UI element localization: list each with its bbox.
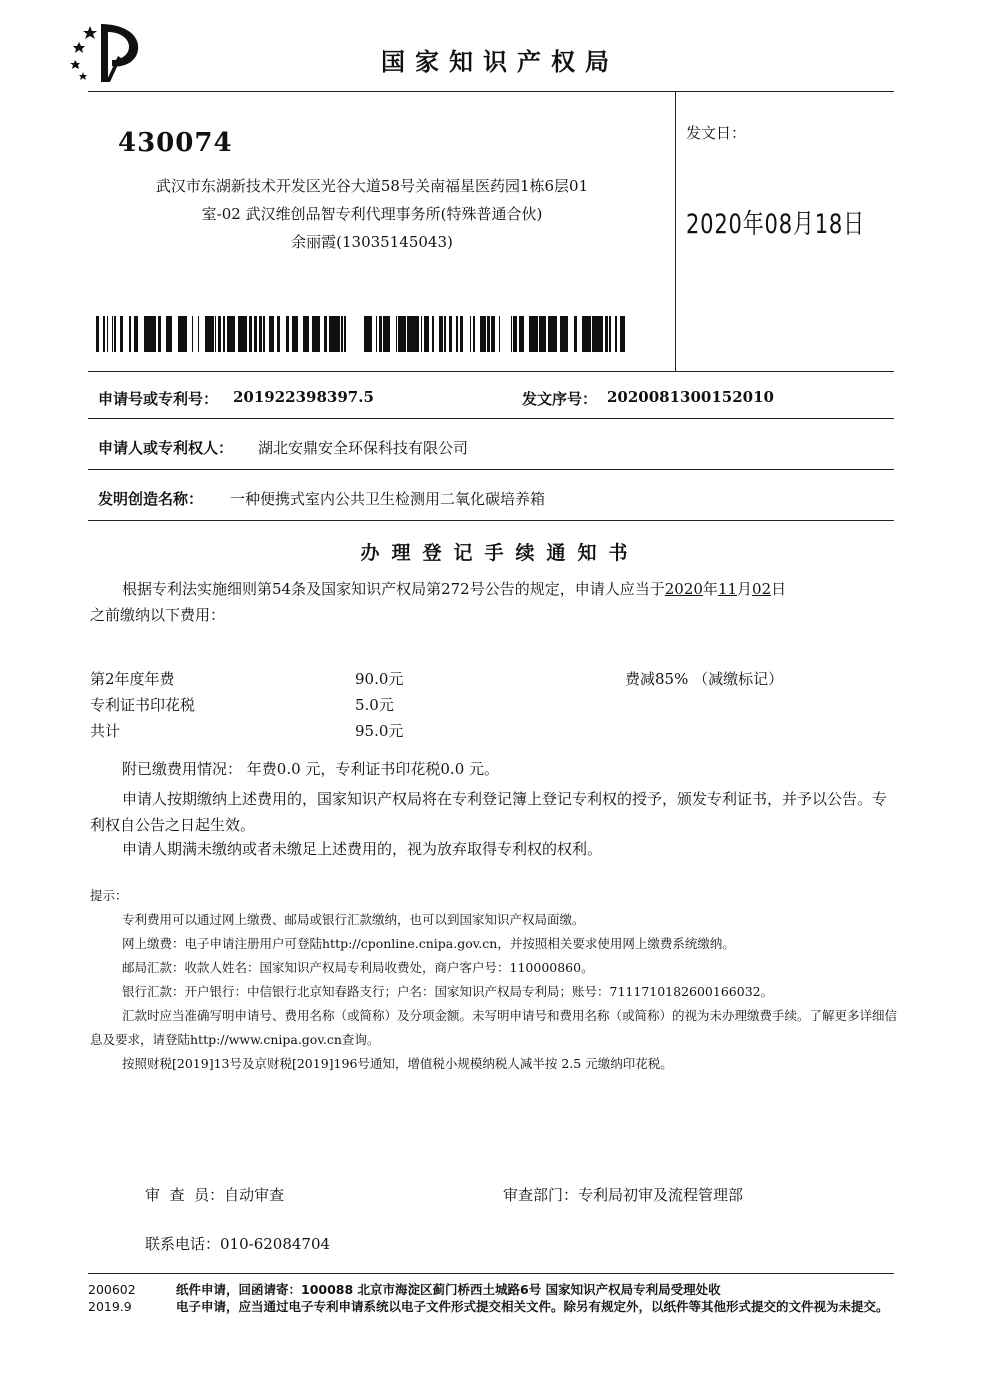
tips-section bbox=[90, 884, 900, 1076]
cnipa-logo bbox=[68, 20, 148, 86]
tip-item: 专利费用可以通过网上缴费、邮局或银行汇款缴纳，也可以到国家知识产权局面缴。 bbox=[122, 912, 585, 927]
intro-line bbox=[90, 576, 900, 602]
paid-fees: 附已缴费用情况： 年费0.0 元，专利证书印花税0.0 元。 bbox=[122, 760, 500, 778]
deadline-month: 11 bbox=[717, 580, 738, 598]
address-rule bbox=[88, 371, 894, 372]
header-rule bbox=[88, 91, 894, 92]
form-version: 2019.9 bbox=[88, 1299, 132, 1314]
invention-rule bbox=[88, 520, 894, 521]
fee-name: 专利证书印花税 bbox=[90, 696, 196, 714]
department-label: 审查部门： bbox=[503, 1186, 579, 1204]
issue-date-label: 发文日： bbox=[686, 124, 747, 142]
footer-rule bbox=[88, 1273, 894, 1274]
serial-number-label: 发文序号： bbox=[522, 390, 598, 408]
fee-amount: 5.0元 bbox=[355, 696, 394, 714]
fee-name: 第2年度年费 bbox=[90, 670, 175, 688]
tips-heading: 提示： bbox=[90, 888, 128, 903]
form-code: 200602 bbox=[88, 1282, 136, 1297]
fee-total-label: 共计 bbox=[90, 722, 121, 740]
address-line-2: 室-02 武汉维创品智专利代理事务所(特殊普通合伙) bbox=[201, 205, 543, 223]
invention-label: 发明创造名称： bbox=[98, 490, 204, 508]
tip-item: 汇款时应当准确写明申请号、费用名称（或简称）及分项金额。未写明申请号和费用名称（或简称）的视为未办理缴费手续。了解更多详细信息及要求，请登陆http://www.cnipa.gov.cn查询。 bbox=[90, 1008, 898, 1047]
postcode: 430074 bbox=[118, 128, 233, 158]
application-number: 201922398397.5 bbox=[233, 388, 374, 406]
deadline-year: 2020 bbox=[664, 580, 703, 598]
electronic-filing-note: 电子申请，应当通过电子专利申请系统以电子文件形式提交相关文件。除另有规定外，以纸件等其他形式提交的文件视为未提交。 bbox=[176, 1299, 889, 1314]
date-divider bbox=[675, 91, 676, 371]
tip-item: 按照财税[2019]13号及京财税[2019]196号通知，增值税小规模纳税人减半按 2.5 元缴纳印花税。 bbox=[122, 1056, 673, 1071]
serial-number: 2020081300152010 bbox=[607, 388, 774, 406]
day-unit: 日 bbox=[771, 580, 787, 598]
tip-item: 网上缴费：电子申请注册用户可登陆http://cponline.cnipa.gov.cn，并按照相关要求使用网上缴费系统缴纳。 bbox=[122, 936, 735, 951]
barcode-right bbox=[360, 316, 628, 352]
notice-paragraph-1: 申请人按期缴纳上述费用的，国家知识产权局将在专利登记簿上登记专利权的授予，颁发专利证书，并予以公告。专利权自公告之日起生效。 bbox=[90, 790, 888, 834]
fee-total-amount: 95.0元 bbox=[355, 722, 404, 740]
tip-item: 邮局汇款：收款人姓名：国家知识产权局专利局收费处，商户客户号：110000860。 bbox=[122, 960, 594, 975]
applicant-name: 湖北安鼎安全环保科技有限公司 bbox=[258, 439, 469, 457]
examiner-value: 自动审查 bbox=[224, 1186, 285, 1204]
intro-text: 根据专利法实施细则第54条及国家知识产权局第272号公告的规定，申请人应当于 bbox=[122, 580, 665, 598]
department-value: 专利局初审及流程管理部 bbox=[578, 1186, 744, 1204]
paper-filing-note: 纸件申请，回函请寄：100088 北京市海淀区蓟门桥西土城路6号 国家知识产权局专利局受理处收 bbox=[176, 1282, 721, 1297]
examiner-label: 审 查 员： bbox=[145, 1186, 225, 1204]
phone-label: 联系电话： bbox=[145, 1235, 221, 1253]
issue-date-value: 2020年08月18日 bbox=[686, 209, 865, 240]
contact-phone bbox=[145, 1233, 330, 1254]
recipient-contact: 余丽霞(13035145043) bbox=[291, 233, 453, 251]
address-line-1: 武汉市东湖新技术开发区光谷大道58号关南福星医药园1栋6层01 bbox=[155, 177, 589, 195]
barcode-left bbox=[96, 316, 346, 352]
invention-name: 一种便携式室内公共卫生检测用二氧化碳培养箱 bbox=[230, 490, 546, 508]
tip-item: 银行汇款：开户银行：中信银行北京知春路支行；户名：国家知识产权局专利局；账号：7111710182600166032。 bbox=[122, 984, 774, 999]
examiner bbox=[145, 1184, 284, 1205]
intro-tail: 之前缴纳以下费用： bbox=[90, 606, 226, 624]
application-number-label: 申请号或专利号： bbox=[98, 390, 219, 408]
notice-paragraph-2: 申请人期满未缴纳或者未缴足上述费用的，视为放弃取得专利权的权利。 bbox=[122, 840, 603, 858]
department bbox=[503, 1184, 743, 1205]
notice-title: 办理登记手续通知书 bbox=[360, 542, 640, 564]
deadline-day: 02 bbox=[752, 580, 772, 598]
number-rule bbox=[88, 418, 894, 419]
phone-value: 010-62084704 bbox=[220, 1235, 331, 1253]
fee-amount: 90.0元 bbox=[355, 670, 404, 688]
fee-reduction-note: 费减85% （减缴标记） bbox=[625, 670, 784, 688]
applicant-rule bbox=[88, 469, 894, 470]
office-name: 国家知识产权局 bbox=[381, 48, 619, 76]
applicant-label: 申请人或专利权人： bbox=[98, 439, 234, 457]
notice-intro bbox=[90, 576, 900, 628]
recipient-address bbox=[92, 172, 652, 256]
year-unit: 年 bbox=[702, 580, 718, 598]
month-unit: 月 bbox=[737, 580, 753, 598]
